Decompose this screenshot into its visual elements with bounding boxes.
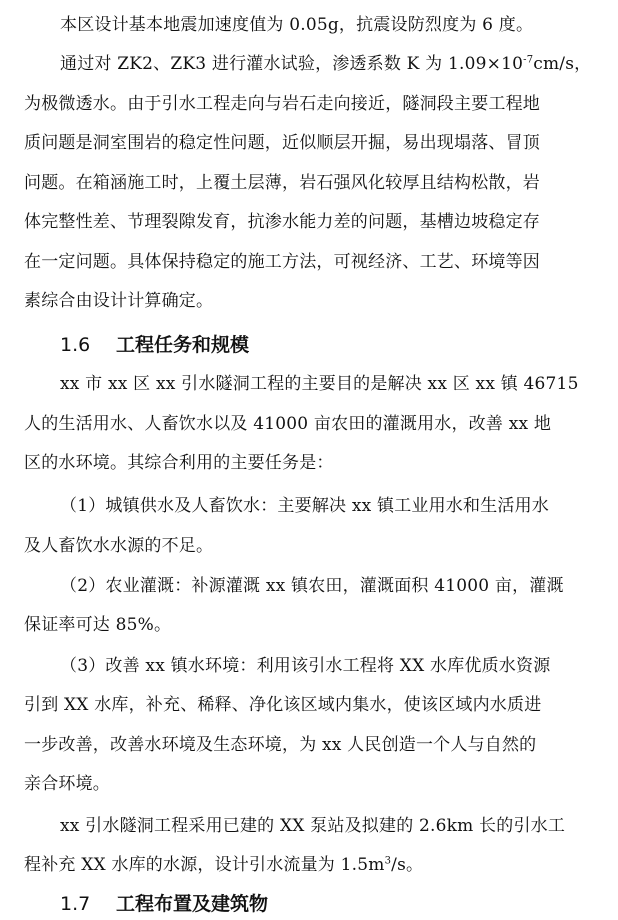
text-fragment: cm/s，: [533, 54, 592, 74]
paragraph-line: 区的水环境。其综合利用的主要任务是：: [24, 453, 334, 473]
list-item-2-line-2: 保证率可达 85%。: [24, 615, 172, 635]
paragraph-line: 素综合由设计计算确定。: [24, 291, 214, 311]
list-item-3-line-2: 引到 XX 水库，补充、稀释、净化该区域内集水，使该区域内水质进: [24, 695, 542, 715]
paragraph-flow-line-1: xx 引水隧洞工程采用已建的 XX 泵站及拟建的 2.6km 长的引水工: [60, 816, 566, 836]
paragraph-line: 体完整性差、节理裂隙发育，抗渗水能力差的问题，基槽边坡稳定存: [24, 212, 540, 232]
section-heading-1-7: [60, 889, 268, 919]
section-title: 工程布置及建筑物: [116, 893, 269, 915]
paragraph-line: 问题。在箱涵施工时，上覆土层薄，岩石强风化较厚且结构松散，岩: [24, 173, 540, 193]
paragraph-flow-line-2: [24, 851, 600, 879]
superscript-exponent: 3: [384, 855, 392, 867]
superscript-exponent: -7: [523, 54, 534, 66]
paragraph-permeability-line-1: [60, 50, 600, 78]
paragraph-line: 人的生活用水、人畜饮水以及 41000 亩农田的灌溉用水，改善 xx 地: [24, 414, 552, 434]
list-item-2-line-1: （2）农业灌溉：补源灌溉 xx 镇农田，灌溉面积 41000 亩，灌溉: [60, 576, 564, 596]
paragraph-line: 在一定问题。具体保持稳定的施工方法，可视经济、工艺、环境等因: [24, 252, 540, 272]
list-item-3-line-1: （3）改善 xx 镇水环境：利用该引水工程将 XX 水库优质水资源: [60, 656, 551, 676]
section-title: 工程任务和规模: [116, 334, 250, 356]
text-fragment: 程补充 XX 水库的水源，设计引水流量为 1.5m: [24, 855, 385, 875]
paragraph-purpose-line-1: xx 市 xx 区 xx 引水隧洞工程的主要目的是解决 xx 区 xx 镇 46715: [60, 374, 579, 394]
list-item-3-line-3: 一步改善，改善水环境及生态环境，为 xx 人民创造一个人与自然的: [24, 735, 537, 755]
text-fragment: /s。: [391, 855, 424, 875]
paragraph-line: 为极微透水。由于引水工程走向与岩石走向接近，隧洞段主要工程地: [24, 94, 540, 114]
text-fragment: 通过对 ZK2、ZK3 进行灌水试验，渗透系数 K 为 1.09×10: [60, 54, 524, 74]
list-item-3-line-4: 亲合环境。: [24, 774, 110, 794]
paragraph-line: 质问题是洞室围岩的稳定性问题，近似顺层开掘，易出现塌落、冒顶: [24, 133, 540, 153]
section-heading-1-6: [60, 330, 249, 360]
list-item-1-line-1: （1）城镇供水及人畜饮水：主要解决 xx 镇工业用水和生活用水: [60, 496, 549, 516]
section-number: 1.6: [60, 334, 91, 356]
list-item-1-line-2: 及人畜饮水水源的不足。: [24, 536, 214, 556]
paragraph-seismic: 本区设计基本地震加速度值为 0.05g，抗震设防烈度为 6 度。: [60, 15, 534, 35]
section-number: 1.7: [60, 893, 91, 915]
